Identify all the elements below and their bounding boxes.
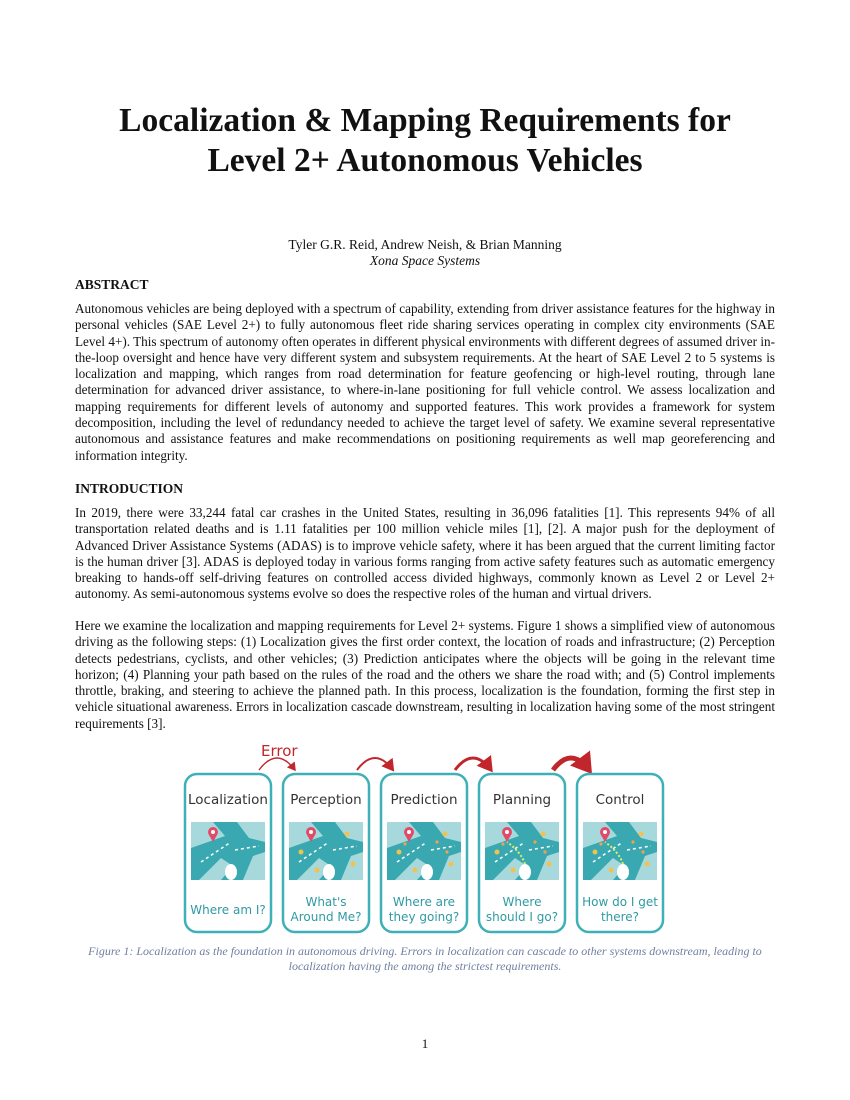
object-marker-icon [449,862,454,867]
introduction-heading: INTRODUCTION [75,481,184,496]
stage-question-line-2: there? [600,910,640,924]
map-illustration [387,822,461,880]
vehicle-icon [225,864,237,880]
stage-title: Prediction [390,792,458,808]
object-marker-icon [315,868,320,873]
title-line-2: Level 2+ Autonomous Vehicles [207,142,643,179]
figure-1 [180,738,670,938]
stage-prediction [381,774,467,932]
title-line-1: Localization & Mapping Requirements for [119,102,731,139]
stage-question-line-2: they going? [388,910,460,924]
pipeline-diagram [180,738,670,938]
object-marker-icon [345,832,350,837]
object-marker-icon [413,868,418,873]
page-number: 1 [421,1036,429,1051]
object-marker-icon [593,850,598,855]
intro-paragraph-2: Here we examine the localization and mapping requirements for Level 2+ systems. Figure 1 shows a simplified view of autonomous driving as the following steps: (1) Localization gives the first order context, the location of roads and infrastructure; (2) Perception detects pedestrians, cyclists, and other vehicles; (3) Prediction anticipates where the objects will be going in the relevant time horizon; (4) Planning your path based on the rules of the road and the others we share the road with; and (5) Control implements throttle, braking, and steering to achieve the planned path. In this process, localization is the foundation, forming the first step in vehicle situational awareness. Errors in localization cascade downstream, resulting in localization having some of the most stringent requirements [3]. [75,618,775,731]
object-marker-icon [443,832,448,837]
stage-question: Where am I? [190,903,266,917]
paper-title [40,101,810,181]
abstract-text: Autonomous vehicles are being deployed with a spectrum of capability, extending from driver assistance features for the highway in personal vehicles (SAE Level 2+) to fully autonomous fleet ride sharing services operating in complex city environments (SAE Level 4+). This spectrum of autonomy often operates in different physical environments with different degrees of assumed driver in-the-loop oversight and hence have very different system and subsystem requirements. At the heart of SAE Level 2 to 5 systems is localization and mapping, which ranges from road determination for feature geofencing or high-level routing, through lane determination for advanced driver assistance, to where-in-lane positioning for full vehicle control. We assess localization and mapping requirements for different levels of autonomy and supported features. This work provides a framework for system decomposition, including the level of redundancy needed to achieve the target level of safety. We examine several representative autonomous and assistance features and make recommendations on positioning requirements as well map georeferencing and information integrity. [75,301,775,463]
vehicle-icon [519,864,531,880]
author-names: Tyler G.R. Reid, Andrew Neish, & Brian Manning [288,237,562,252]
author-block [40,237,810,269]
stage-question: Where [502,895,542,909]
stage-title: Localization [188,792,268,808]
map-illustration [485,822,559,880]
stage-perception [283,774,369,932]
stage-title: Planning [492,792,552,808]
vehicle-icon [323,864,335,880]
vehicle-icon [617,864,629,880]
object-marker-icon [511,868,516,873]
stage-localization [185,774,271,932]
map-illustration [289,822,363,880]
stage-title: Control [595,792,645,808]
object-marker-icon [397,850,402,855]
stage-question-line-2: Around Me? [290,910,362,924]
stage-question: How do I get [582,895,658,909]
abstract-heading: ABSTRACT [75,277,149,292]
object-marker-icon [351,862,356,867]
cascade-arrow [357,758,393,770]
vehicle-icon [421,864,433,880]
object-marker-icon [495,850,500,855]
affiliation: Xona Space Systems [369,253,481,268]
stage-question: What's [305,895,347,909]
map-illustration [191,822,265,880]
object-marker-icon [645,862,650,867]
figure-caption: Figure 1: Localization as the foundation in autonomous driving. Errors in localization can cascade to other systems downstream, leading to localization having the among the strictest requirements. [88,944,762,973]
object-marker-icon [299,850,304,855]
map-illustration [583,822,657,880]
stage-question: Where are [392,895,456,909]
intro-paragraph-1: In 2019, there were 33,244 fatal car crashes in the United States, resulting in 36,096 fatalities [1]. This represents 94% of all transportation related deaths and is 1.11 fatalities per 100 million vehicle miles [1], [2]. A major push for the deployment of Advanced Driver Assistance Systems (ADAS) is to improve vehicle safety, where it has been argued that the current limiting factor is the human driver [3]. ADAS is deployed today in various forms ranging from active safety features such as automatic emergency breaking to hands-off self-driving features on controlled access divided highways, commonly known as Level 2 or Level 2+ autonomy. As semi-autonomous systems evolve so does the respective roles of the human and virtual drivers. [75,505,775,602]
stage-title: Perception [290,792,362,808]
object-marker-icon [547,862,552,867]
cascade-arrow [455,758,491,770]
error-label: Error [261,742,298,760]
stage-control [577,774,663,932]
stage-planning [479,774,565,932]
cascade-arrow [553,758,589,770]
object-marker-icon [639,832,644,837]
stage-question-line-2: should I go? [485,910,559,924]
object-marker-icon [609,868,614,873]
object-marker-icon [541,832,546,837]
